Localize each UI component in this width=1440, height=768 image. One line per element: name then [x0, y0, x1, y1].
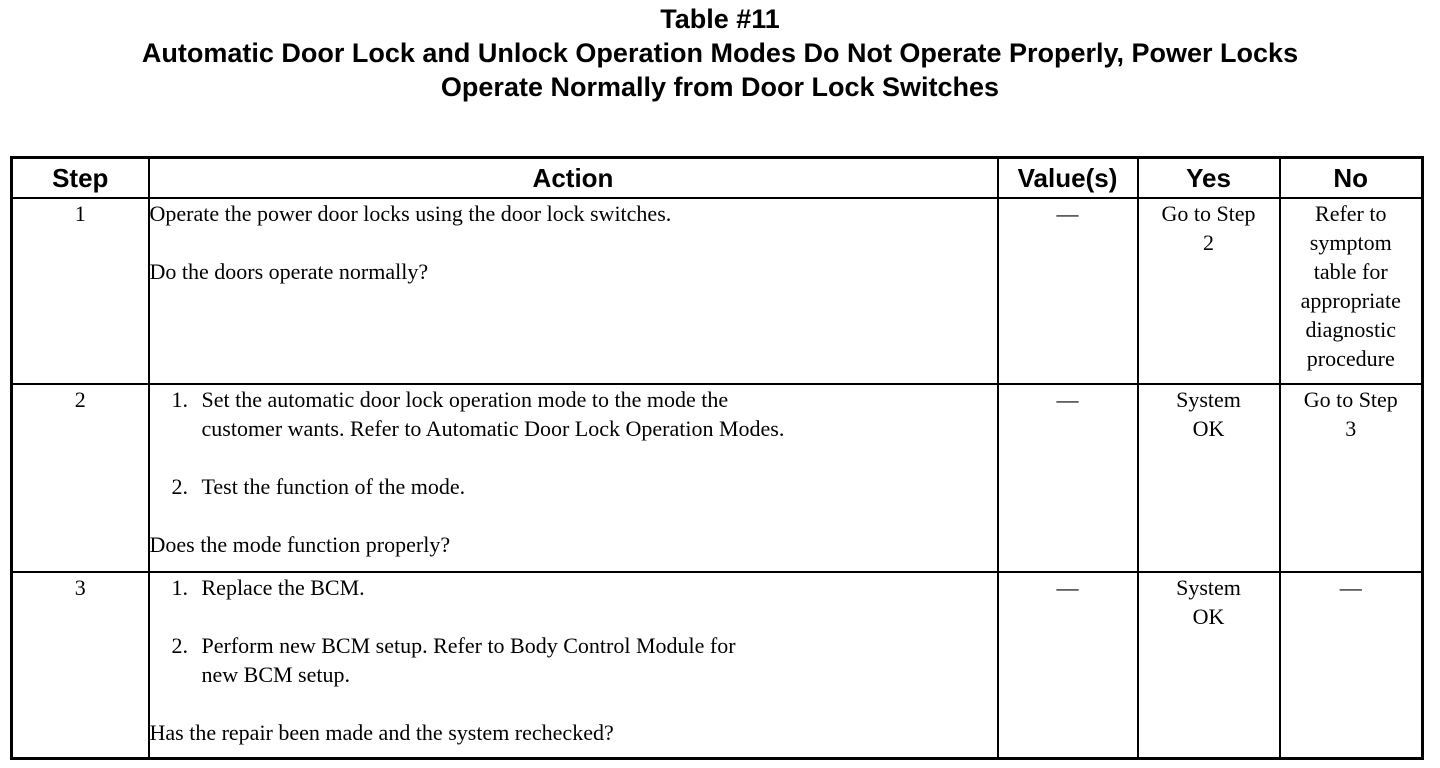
action-substep	[150, 385, 997, 443]
yes-text-line: Go to Step	[1161, 201, 1256, 226]
substep-number: 1.	[171, 574, 188, 600]
table-row	[12, 384, 1423, 571]
yes-text-line: 2	[1203, 230, 1214, 255]
header-yes: Yes	[1138, 158, 1280, 199]
substep-text: Test the function of the mode.	[201, 474, 466, 500]
no-cell: —	[1280, 572, 1423, 759]
action-cell	[149, 572, 998, 759]
diagnostic-table	[10, 156, 1424, 760]
substep-text: new BCM setup.	[201, 661, 350, 687]
yes-cell	[1138, 572, 1280, 759]
no-text-line: 3	[1345, 416, 1357, 442]
action-cell	[149, 198, 998, 384]
action-text: Operate the power door locks using the door lock switches.	[149, 201, 672, 226]
table-title	[0, 2, 1440, 104]
header-no: No	[1280, 158, 1423, 199]
substep-text: Replace the BCM.	[201, 574, 365, 600]
action-substep	[150, 631, 997, 689]
no-text-line: appropriate	[1300, 288, 1401, 313]
table-row	[12, 198, 1423, 384]
action-question: Has the repair been made and the system rechecked?	[149, 719, 614, 745]
header-values: Value(s)	[998, 158, 1138, 199]
yes-text-line: OK	[1192, 603, 1225, 629]
substep-text: Perform new BCM setup. Refer to Body Control Module for	[201, 632, 736, 658]
value-cell: —	[998, 384, 1138, 571]
yes-cell	[1138, 198, 1280, 384]
header-step: Step	[12, 158, 149, 199]
yes-text-line: System	[1176, 387, 1241, 413]
action-question: Do the doors operate normally?	[149, 259, 429, 284]
no-text-line: Go to Step	[1303, 387, 1398, 413]
yes-text-line: System	[1176, 574, 1241, 600]
no-text-line: Refer to	[1315, 201, 1387, 226]
step-cell: 2	[12, 384, 149, 571]
step-cell: 1	[12, 198, 149, 384]
no-text-line: procedure	[1306, 346, 1395, 371]
no-text-line: diagnostic	[1305, 317, 1396, 342]
value-cell: —	[998, 572, 1138, 759]
substep-number: 1.	[171, 387, 188, 413]
substep-text: Set the automatic door lock operation mode to the mode the	[201, 387, 729, 413]
action-cell	[149, 384, 998, 571]
value-cell: —	[998, 198, 1138, 384]
no-text-line: table for	[1313, 259, 1388, 284]
yes-cell	[1138, 384, 1280, 571]
action-question: Does the mode function properly?	[149, 532, 451, 558]
table-header-row	[12, 158, 1423, 199]
no-text-line: symptom	[1309, 230, 1392, 255]
header-action: Action	[149, 158, 998, 199]
title-line-2: Automatic Door Lock and Unlock Operation Modes Do Not Operate Properly, Power Locks	[141, 38, 1299, 68]
substep-text: customer wants. Refer to Automatic Door Lock Operation Modes.	[201, 416, 785, 442]
substep-number: 2.	[171, 632, 188, 658]
yes-text-line: OK	[1192, 416, 1225, 442]
table-row	[12, 572, 1423, 759]
title-line-3: Operate Normally from Door Lock Switches	[440, 72, 1000, 102]
no-cell	[1280, 384, 1423, 571]
action-substep	[150, 472, 997, 501]
step-cell: 3	[12, 572, 149, 759]
substep-number: 2.	[171, 474, 188, 500]
action-substep	[150, 573, 997, 602]
no-cell	[1280, 198, 1423, 384]
title-line-1: Table #11	[660, 4, 780, 34]
